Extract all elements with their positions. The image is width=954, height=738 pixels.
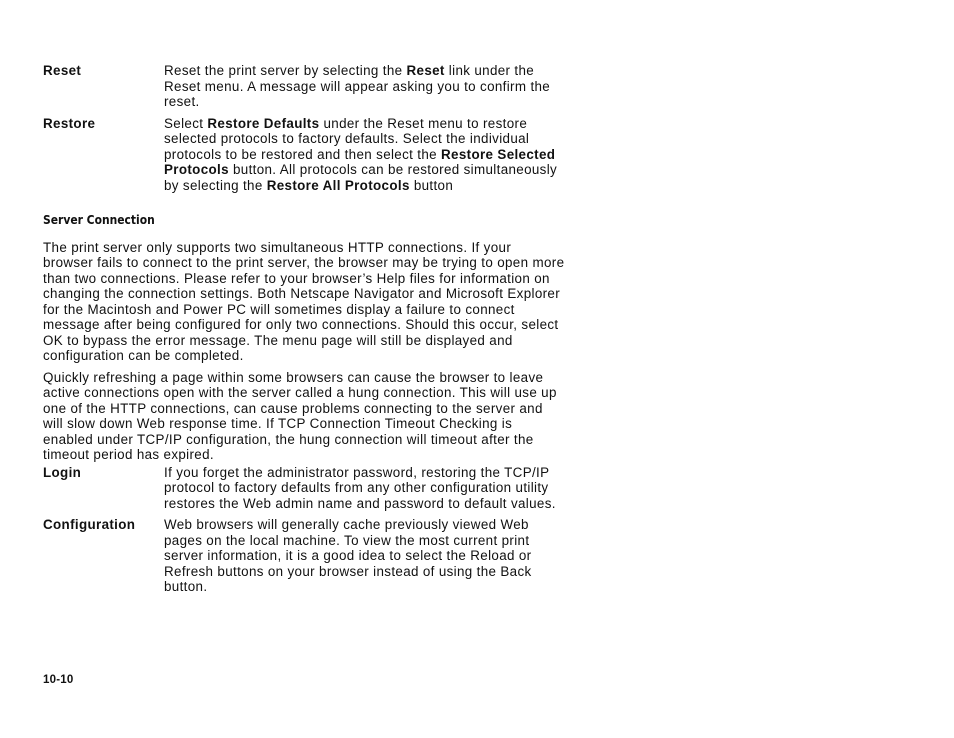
page-number: 10-10 xyxy=(43,674,74,686)
desc-bold: Restore All Protocols xyxy=(266,177,410,193)
desc-bold: Reset xyxy=(406,63,445,78)
page-content xyxy=(43,63,565,601)
definition-configuration xyxy=(43,517,565,595)
desc-text: Select xyxy=(164,115,208,131)
paragraph: The print server only supports two simultaneous HTTP connections. If your browser fails to connect to the print server, the browser may be trying to open more than two connections. Please refer to your browser’s Help files for information on changing the connection settings. Both Netscape Navigator and Microsoft Explorer for the Macintosh and Power PC will sometimes display a failure to connect message after being configured for only two connections. Should this occur, select OK to bypass the error message. The menu page will still be displayed and configuration can be completed. xyxy=(43,239,565,363)
desc-bold: Restore Selected Protocols xyxy=(164,146,556,177)
definition-reset xyxy=(43,63,565,110)
desc-text: link under the Reset menu. A message will appear asking you to confirm the reset. xyxy=(164,63,551,109)
term-restore: Restore xyxy=(43,115,96,131)
paragraph: Quickly refreshing a page within some browsers can cause the browser to leave active connections open with the server called a hung connection. This will use up one of the HTTP connections, can cause problems connecting to the server and will slow down Web response time. If TCP Connection Timeout Checking is enabled under TCP/IP configuration, the hung connection will timeout after the timeout period has expired. xyxy=(43,369,557,462)
desc-text: under the Reset menu to restore selected protocols to factory defaults. Select the individual protocols to be restored and then select the xyxy=(164,115,530,162)
desc-text: button xyxy=(409,177,454,193)
desc-text: button. All protocols can be restored simultaneously by selecting the xyxy=(164,162,558,193)
term-login: Login xyxy=(43,464,82,480)
definition-login xyxy=(43,465,565,512)
term-reset: Reset xyxy=(43,63,82,78)
definition-restore xyxy=(43,116,565,194)
desc-bold: Restore Defaults xyxy=(207,115,320,131)
desc-login: If you forget the administrator password, restoring the TCP/IP protocol to factory defaults from any other configuration utility restores the Web admin name and password to default values. xyxy=(164,464,556,511)
term-configuration: Configuration xyxy=(43,517,136,532)
desc-reset xyxy=(164,63,565,110)
desc-text: Reset the print server by selecting the xyxy=(164,63,407,78)
desc-configuration: Web browsers will generally cache previously viewed Web pages on the local machine. To view the most current print server information, it is a good idea to select the Reload or Refresh buttons on your browser instead of using the Back button. xyxy=(164,517,532,594)
section-heading: Server Connection xyxy=(43,212,155,227)
desc-restore xyxy=(164,116,565,194)
